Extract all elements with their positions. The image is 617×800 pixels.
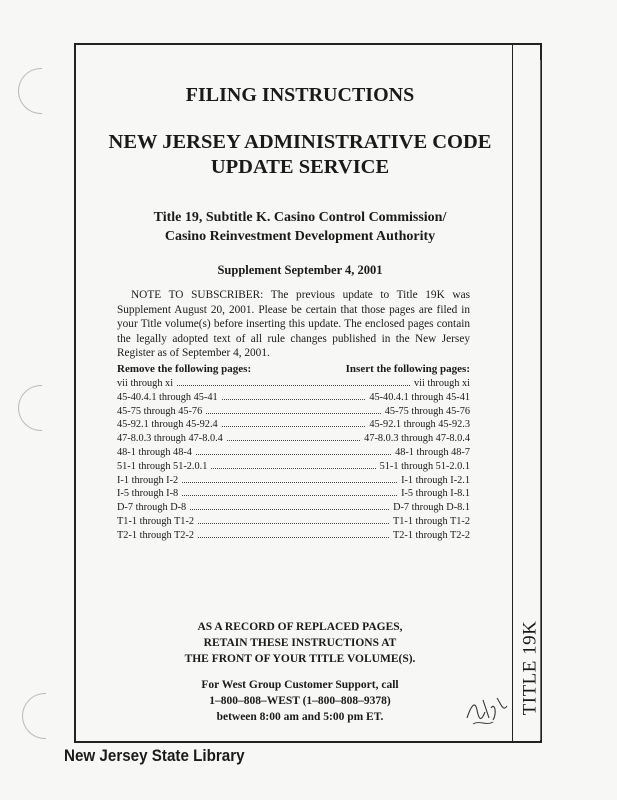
- insert-range: 45-92.1 through 45-92.3: [369, 419, 470, 431]
- spine-label: TITLE 19K: [519, 620, 541, 715]
- dot-leader: [222, 418, 366, 427]
- insert-range: 48-1 through 48-7: [395, 446, 470, 458]
- remove-range: T1-1 through T1-2: [117, 515, 195, 527]
- subscriber-note: NOTE TO SUBSCRIBER: The previous update to Title 19K was Supplement August 20, 2001. Please be certain that those pages are filed in your Title volume(s) before inserting this update. The enclosed pages contain the legally adopted text of all rule changes published in the New Jersey Register as of September 4, 2001.: [117, 289, 470, 360]
- service-title: [90, 130, 510, 180]
- page-list-row: [117, 529, 470, 543]
- remove-range: D-7 through D-8: [117, 502, 187, 514]
- dot-leader: [196, 446, 391, 455]
- page-title: FILING INSTRUCTIONS: [185, 84, 415, 106]
- binder-hole-bottom: [22, 693, 46, 739]
- dot-leader: [182, 487, 397, 496]
- remove-range: I-1 through I-2: [117, 474, 179, 486]
- remove-range: 45-92.1 through 45-92.4: [117, 419, 218, 431]
- page-list-row: [117, 405, 470, 419]
- insert-range: D-7 through D-8.1: [393, 502, 470, 514]
- support-hours: between 8:00 am and 5:00 pm ET.: [216, 711, 384, 723]
- insert-range: 45-75 through 45-76: [384, 405, 470, 417]
- remove-range: 45-40.4.1 through 45-41: [117, 391, 218, 403]
- page-list-row: [117, 391, 470, 405]
- remove-range: 48-1 through 48-4: [117, 446, 192, 458]
- remove-range: T2-1 through T2-2: [117, 529, 195, 541]
- insert-range: vii through xi: [413, 378, 470, 389]
- insert-range: 47-8.0.3 through 47-8.0.4: [364, 433, 470, 445]
- remove-range: 51-1 through 51-2.0.1: [117, 460, 208, 472]
- service-title-line-1: NEW JERSEY ADMINISTRATIVE CODE: [108, 131, 492, 153]
- page-list-row: [117, 487, 470, 501]
- page-list-header: [117, 363, 470, 375]
- subtitle: [90, 208, 510, 246]
- dot-leader: [190, 501, 389, 510]
- remove-column-header: Remove the following pages:: [117, 363, 252, 375]
- record-notice-line-2: RETAIN THESE INSTRUCTIONS AT: [203, 637, 397, 649]
- dot-leader: [222, 391, 366, 400]
- remove-range: 47-8.0.3 through 47-8.0.4: [117, 433, 223, 445]
- remove-range: 45-75 through 45-76: [117, 405, 203, 417]
- page-list-row: [117, 460, 470, 474]
- record-notice-line-1: AS A RECORD OF REPLACED PAGES,: [197, 621, 403, 633]
- insert-range: T2-1 through T2-2: [392, 529, 470, 541]
- page-list-row: [117, 418, 470, 432]
- insert-column-header: Insert the following pages:: [345, 363, 470, 375]
- page-list-row: [117, 446, 470, 460]
- supplement-date: Supplement September 4, 2001: [217, 263, 383, 277]
- insert-range: I-5 through I-8.1: [401, 488, 470, 500]
- dot-leader: [177, 377, 410, 386]
- page-list-row: [117, 377, 470, 391]
- page-list-row: [117, 501, 470, 515]
- record-notice-line-3: THE FRONT OF YOUR TITLE VOLUME(S).: [184, 653, 416, 665]
- service-title-line-2: UPDATE SERVICE: [210, 156, 390, 178]
- insert-range: 51-1 through 51-2.0.1: [379, 460, 470, 472]
- insert-range: 45-40.4.1 through 45-41: [369, 391, 470, 403]
- dot-leader: [198, 529, 389, 538]
- library-stamp: New Jersey State Library: [64, 747, 245, 765]
- page-list: [117, 377, 470, 543]
- insert-range: I-1 through I-2.1: [401, 474, 470, 486]
- dot-leader: [198, 515, 389, 524]
- remove-range: I-5 through I-8: [117, 488, 179, 500]
- handwritten-initials: [463, 688, 511, 730]
- support-info: [90, 677, 510, 725]
- page-list-row: [117, 515, 470, 529]
- support-line-1: For West Group Customer Support, call: [201, 679, 399, 691]
- dot-leader: [227, 432, 360, 441]
- subtitle-line-1: Title 19, Subtitle K. Casino Control Commission/: [153, 210, 447, 225]
- record-notice: [90, 619, 510, 667]
- page-list-row: [117, 432, 470, 446]
- binder-hole-middle: [18, 385, 42, 431]
- support-phone: 1–800–808–WEST (1–800–808–9378): [209, 695, 391, 707]
- dot-leader: [206, 405, 381, 414]
- page-list-row: [117, 474, 470, 488]
- subtitle-line-2: Casino Reinvestment Development Authority: [164, 229, 436, 244]
- insert-range: T1-1 through T1-2: [392, 515, 470, 527]
- binder-hole-top: [18, 68, 42, 114]
- remove-range: vii through xi: [117, 378, 174, 389]
- dot-leader: [182, 474, 397, 483]
- dot-leader: [211, 460, 375, 469]
